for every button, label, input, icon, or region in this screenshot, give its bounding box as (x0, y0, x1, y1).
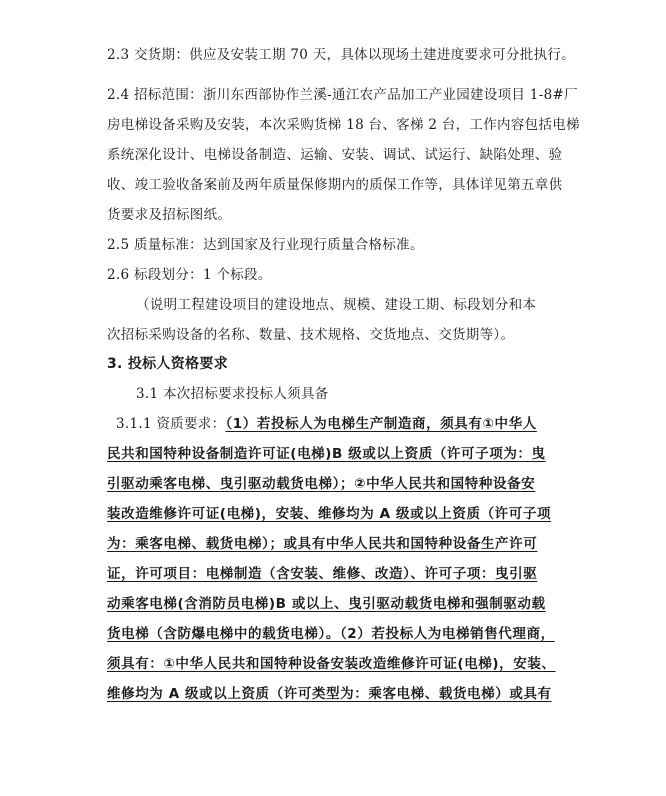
note-line: 次招标采购设备的名称、数量、技术规格、交货地点、交货期等）。 (107, 327, 515, 343)
note-line: （说明工程建设项目的建设地点、规模、建设工期、标段划分和本 (136, 297, 537, 313)
qualification-line: 证，许可项目：电梯制造（含安装、维修、改造）、许可子项：曳引驱 (107, 566, 538, 582)
paragraph-scope-line: 系统深化设计、电梯设备制造、运输、安装、调试、试运行、缺陷处理、验 (107, 147, 563, 163)
qualification-line: 为：乘客电梯、载货电梯）；或具有中华人民共和国特种设备生产许可 (107, 536, 538, 552)
qualification-line: 民共和国特种设备制造许可证(电梯)B 级或以上资质（许可子项为：曳 (107, 446, 546, 462)
qualification-line: 引驱动乘客电梯、曳引驱动载货电梯）；②中华人民共和国特种设备安 (107, 476, 536, 492)
paragraph-scope-line: 货要求及招标图纸。 (107, 207, 232, 223)
qualification-text: （1）若投标人为电梯生产制造商，须具有①中华人 (225, 416, 537, 432)
qualification-line: 维修均为 A 级或以上资质（许可类型为：乘客电梯、载货电梯）或具有 (107, 686, 552, 702)
qualification-line: 动乘客电梯(含消防员电梯)B 或以上、曳引驱动载货电梯和强制驱动载 (107, 596, 546, 612)
paragraph-scope-line: 2.4 招标范围：浙川东西部协作兰溪-通江农产品加工产业园建设项目 1-8#厂 (107, 87, 578, 103)
qualification-line: 须具有：①中华人民共和国特种设备安装改造维修许可证(电梯)，安装、 (107, 656, 556, 672)
paragraph-lot-division: 2.6 标段划分：1 个标段。 (107, 267, 272, 283)
qualification-label: 3.1.1 资质要求： (116, 416, 226, 432)
paragraph-scope-line: 收、竣工验收备案前及两年质量保修期内的质保工作等，具体详见第五章供 (107, 177, 563, 193)
paragraph-quality-standard: 2.5 质量标准：达到国家及行业现行质量合格标准。 (107, 237, 424, 253)
subsection-3-1-1 (116, 414, 537, 434)
subsection-3-1: 3.1 本次招标要求投标人须具备 (136, 386, 329, 402)
qualification-line: 货电梯（含防爆电梯中的载货电梯）。（2）若投标人为电梯销售代理商， (107, 626, 555, 642)
paragraph-delivery-period: 2.3 交货期：供应及安装工期 70 天，具体以现场土建进度要求可分批执行。 (107, 47, 575, 63)
qualification-line: 装改造维修许可证(电梯)，安装、维修均为 A 级或以上资质（许可子项 (107, 506, 552, 522)
paragraph-scope-line: 房电梯设备采购及安装，本次采购货梯 18 台、客梯 2 台，工作内容包括电梯 (107, 117, 580, 133)
section-3-heading: 3. 投标人资格要求 (107, 356, 228, 372)
